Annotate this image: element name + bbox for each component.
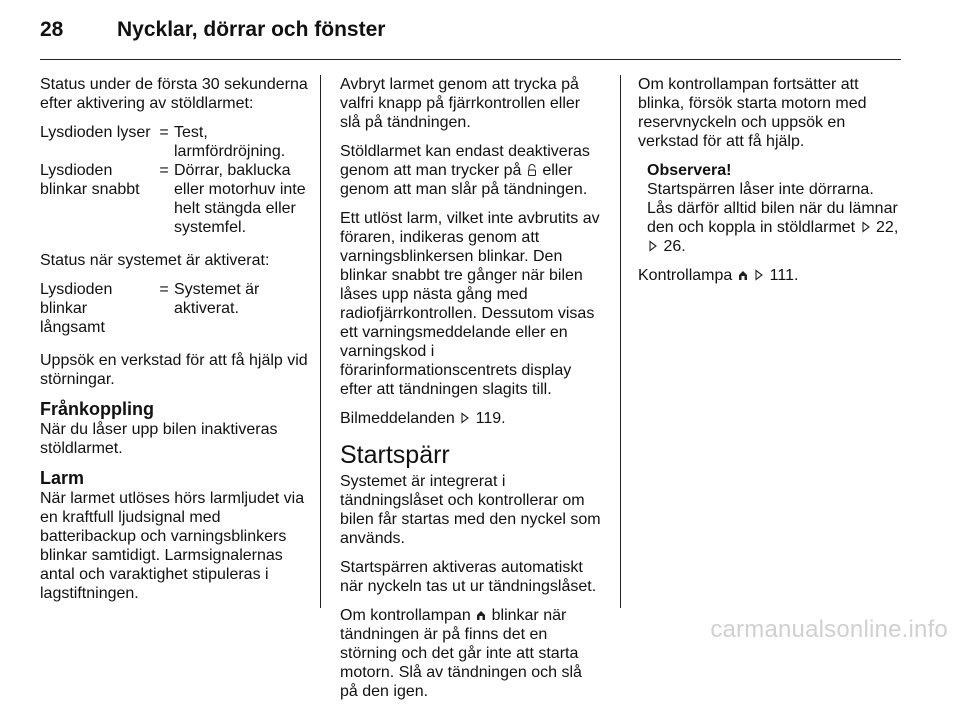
page-reference: 119.	[475, 410, 506, 427]
section-heading: Larm	[40, 468, 85, 488]
status-row	[40, 161, 308, 237]
paragraph	[340, 142, 603, 199]
arrow-ref-icon	[860, 221, 872, 233]
paragraph: Status under de första 30 sekunderna efter aktivering av stöldlarmet:	[40, 76, 308, 112]
status-table-1	[40, 123, 308, 237]
paragraph	[340, 409, 603, 428]
header-rule	[40, 59, 901, 60]
paragraph: Status när systemet är aktiverat:	[40, 252, 270, 269]
column-divider	[320, 75, 321, 608]
status-row	[40, 123, 308, 161]
note-title: Observera!	[647, 162, 732, 179]
paragraph-text: Om kontrollampan	[340, 607, 471, 624]
equals-sign: =	[159, 162, 169, 179]
note-text: Startspärren låser inte dörrarna. Lås därför alltid bilen när du lämnar den och koppla in stöldlarmet	[647, 181, 898, 236]
section-heading: Startspärr	[340, 441, 450, 469]
status-label: Lysdioden blinkar snabbt	[40, 162, 140, 198]
paragraph-text: Bilmeddelanden	[340, 410, 455, 427]
paragraph-text: Stöldlarmet kan endast deaktiveras genom att man trycker på	[340, 143, 590, 179]
column-1	[40, 75, 308, 613]
paragraph	[340, 606, 603, 701]
status-row	[40, 280, 308, 337]
equals-sign: =	[159, 124, 169, 141]
column-3	[638, 75, 903, 295]
page-reference: 22,	[876, 219, 899, 236]
status-label: Lysdioden blinkar långsamt	[40, 281, 113, 336]
page-reference: 26.	[663, 238, 686, 255]
page-reference: 111.	[769, 267, 799, 284]
paragraph: När du låser upp bilen inaktiveras stöldlarmet.	[40, 421, 278, 457]
arrow-ref-icon	[647, 240, 659, 252]
column-2	[340, 75, 603, 711]
paragraph-text: Kontrollampa	[638, 267, 733, 284]
arrow-ref-icon	[753, 269, 765, 281]
immobilizer-lamp-icon	[737, 269, 749, 281]
status-value: Test, larmfördröjning.	[174, 124, 286, 160]
paragraph	[638, 266, 903, 285]
status-value: Systemet är aktiverat.	[174, 281, 260, 317]
paragraph: Om kontrollampan fortsätter att blinka, försök starta motorn med reservnyckeln och uppsök en verkstad för att få hjälp.	[638, 76, 867, 150]
unlock-icon	[526, 164, 538, 176]
page-number: 28	[40, 18, 64, 41]
paragraph: När larmet utlöses hörs larmljudet via en kraftfull ljudsignal med batteribackup och varningsblinkers blinkar samtidigt. Larmsignalernas antal och varaktighet stipuleras i lagstiftningen.	[40, 490, 305, 602]
section-heading: Frånkoppling	[40, 399, 154, 419]
immobilizer-lamp-icon	[475, 609, 487, 621]
column-divider	[620, 75, 621, 608]
paragraph: Systemet är integrerat i tändningslåset och kontrollerar om bilen får startas med den nyckel som används.	[340, 473, 601, 547]
paragraph: Ett utlöst larm, vilket inte avbrutits av föraren, indikeras genom att varningsblinkersen blinkar. Den blinkar snabbt tre gånger när bilen låses upp nästa gång med radiofjärrkontrollen. Dessutom visas ett varningsmeddelande eller en varningskod i förarinformationscentrets display efter att tändningen slagits till.	[340, 210, 600, 398]
paragraph: Uppsök en verkstad för att få hjälp vid störningar.	[40, 352, 308, 388]
equals-sign: =	[159, 281, 169, 298]
watermark: carmanualsonline.info	[710, 616, 948, 643]
paragraph-text: eller genom att man slår på tändningen.	[340, 162, 588, 198]
chapter-title: Nycklar, dörrar och fönster	[117, 18, 386, 41]
status-value: Dörrar, baklucka eller motorhuv inte helt stängda eller systemfel.	[174, 162, 306, 236]
status-table-2	[40, 280, 308, 337]
paragraph: Avbryt larmet genom att trycka på valfri knapp på fjärrkontrollen eller slå på tändningen.	[340, 76, 581, 131]
arrow-ref-icon	[459, 412, 471, 424]
paragraph-text: blinkar när tändningen är på finns det en störning och det går inte att starta motorn. Slå av tändningen och slå på den igen.	[340, 607, 582, 700]
note-box	[638, 161, 903, 256]
paragraph: Startspärren aktiveras automatiskt när nyckeln tas ut ur tändningslåset.	[340, 559, 597, 595]
status-label: Lysdioden lyser	[40, 124, 151, 141]
